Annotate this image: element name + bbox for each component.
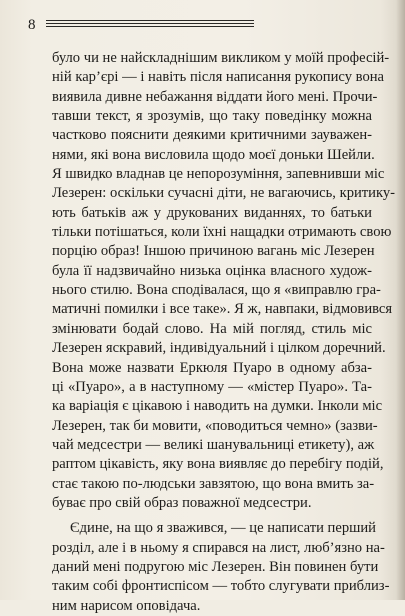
text-line: Єдине, на що я зважився, — це написати перший: [70, 520, 376, 537]
text-line: таким собі фронтиспісом — тобто слугувати приблиз-: [52, 578, 390, 595]
text-line: Лезерен, так би мовити, «поводиться чемно» (зазви-: [52, 417, 378, 434]
text-line: змінювати бодай слово. На мій погляд, стиль міс: [52, 320, 372, 337]
text-line: Лезерен: оскільки сучасні діти, не вагаючись, критику-: [52, 185, 396, 202]
text-line: ка варіація є цікавою і наводить на думки. Інколи міс: [52, 398, 383, 415]
text-line: буває про свій образ поважної медсестри.: [52, 494, 312, 511]
header-rule-line: [46, 26, 254, 27]
text-line: даний мені подругою міс Лезерен. Він повинен бути: [52, 558, 379, 575]
text-line: матичні помилки і все таке». Я ж, навпаки, відмовився: [52, 301, 393, 318]
text-line: частково пояснити деякими критичними зауважен-: [52, 127, 372, 144]
text-line: порцію образ! Іншою причиною вагань міс Лезерен: [52, 243, 375, 260]
text-line: Лезерен яскравий, індивідуальний і цілком доречний.: [52, 340, 386, 357]
text-line: раптом цікавість, яку вона виявляє до перебігу подій,: [52, 456, 384, 473]
text-line: виявила дивне небажання віддати його мені. Прочи-: [52, 88, 378, 105]
text-line: ним нарисом оповідача.: [52, 597, 201, 614]
text-line: ній кар’єрі — і навіть після написання рукопису вона: [52, 69, 385, 86]
text-line: чай медсестри — великі шанувальниці етикету), аж: [52, 436, 375, 453]
text-line: було чи не найскладнішим викликом у моїй професій-: [52, 50, 390, 66]
text-line: ці «Пуаро», а в наступному — «містер Пуаро». Та-: [52, 378, 372, 395]
text-line: тільки потішаться, коли їхні нащадки отримають свою: [52, 224, 392, 241]
text-line: ють батьків аж у друкованих виданнях, то батьки: [52, 204, 372, 221]
page-edge-shadow: [396, 0, 405, 600]
header-rule: [46, 20, 254, 29]
text-line: Вона може назвати Еркюля Пуаро в одному абза-: [52, 359, 372, 376]
body-text: [52, 49, 396, 616]
text-line: Я швидко владнав це непорозуміння, запевнивши міс: [52, 166, 385, 183]
text-line: тавши текст, я зрозумів, що таку поведінку можна: [52, 108, 372, 125]
page-header: [28, 14, 368, 36]
header-rule-line: [46, 20, 254, 21]
paragraph-1: [52, 49, 396, 513]
text-line: стає такою по-людськи завзятою, що вона вмить за-: [52, 475, 375, 492]
text-line: нього стилю. Вона сподівалася, що я «виправлю гра-: [52, 282, 381, 299]
header-rule-line: [46, 23, 254, 24]
text-line: розділ, але і в ньому я спирався на лист, люб’язно на-: [52, 539, 385, 556]
text-line: була її надзвичайно низька оцінка власного худож-: [52, 262, 372, 279]
page-number: 8: [28, 17, 36, 33]
paragraph-2: [52, 519, 390, 616]
text-line: нями, які вона висловила щодо моєї доньки Шейли.: [52, 146, 375, 163]
